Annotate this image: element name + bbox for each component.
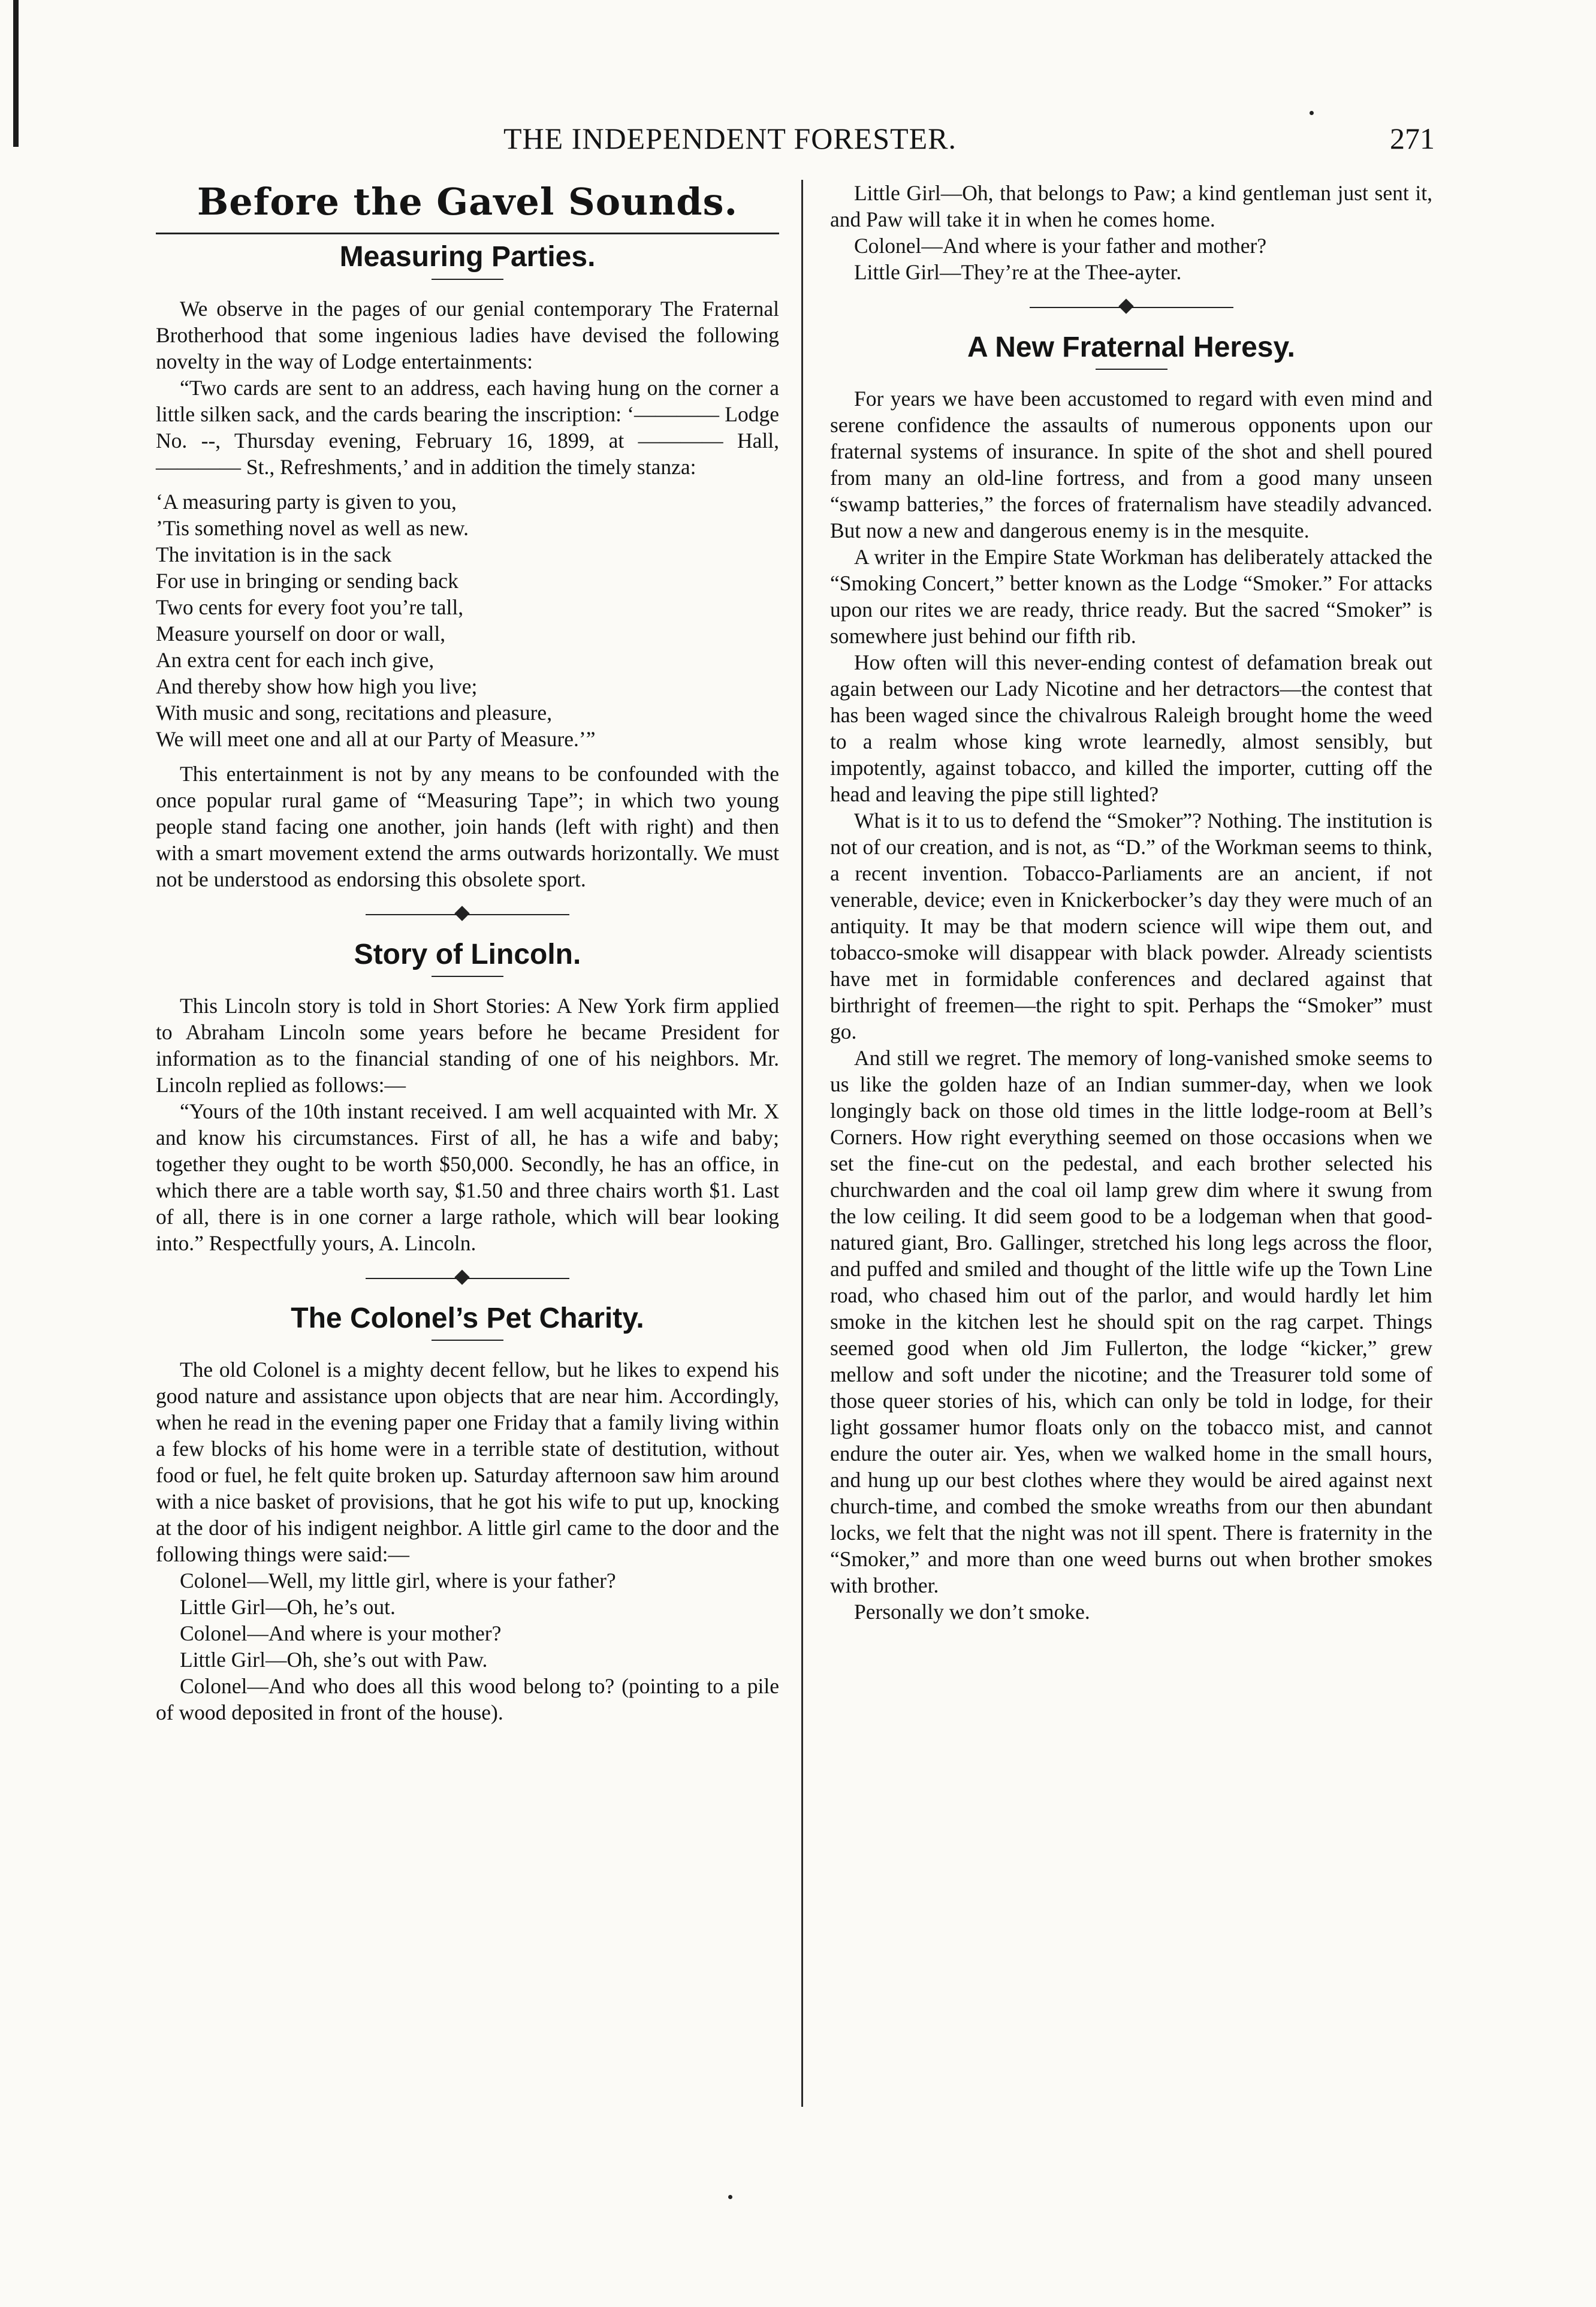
paragraph: Personally we don’t smoke. <box>854 1600 1090 1624</box>
title-underline <box>432 976 503 977</box>
specks <box>728 2195 732 2199</box>
poem-line: Measure yourself on door or wall, <box>156 621 446 646</box>
article-story-of-lincoln <box>156 938 779 1256</box>
paragraph: “Yours of the 10th instant received. I am well acquainted with Mr. X and know his circumstances. First of all, he has a wife and baby; together they ought to be worth $50,000. Secondly, he has an office, in which there are a table worth say, $1.50 and three chairs worth $1. Last of all, there is in one corner a large rathole, which will bear looking into.” Respectfully yours, A. Lincoln. <box>156 1099 779 1255</box>
poem-line: For use in bringing or sending back <box>156 568 458 593</box>
dialogue-line: Little Girl—Oh, he’s out. <box>180 1594 396 1619</box>
paragraph: This Lincoln story is told in Short Stories: A New York firm applied to Abraham Lincoln some years before he became President for information as to the financial standing of one of his neighbors. Mr. Lincoln replied as follows:— <box>156 993 779 1097</box>
dialogue-line: Colonel—Well, my little girl, where is your father? <box>180 1568 616 1593</box>
section-ornament <box>1030 300 1233 315</box>
article-new-fraternal-heresy <box>830 331 1432 1625</box>
poem-line: ’Tis something novel as well as new. <box>156 515 469 540</box>
paragraph: This entertainment is not by any means to be confounded with the once popular rural game of “Measuring Tape”; in which two young people stand facing one another, join hands (left with right) and then with a smart movement extend the arms outwards horizontally. We must not be understood as endorsing this obsolete sport. <box>156 761 779 891</box>
dialogue-line: Colonel—And where is your father and mother? <box>854 234 1267 258</box>
paragraph: For years we have been accustomed to regard with even mind and serene confidence the assaults of numerous opponents upon our fraternal systems of insurance. In spite of the shot and shell poured from many an old-line fortress, and from a good many unseen “swamp batteries,” the forces of fraternalism have steadily advanced. But now a new and dangerous enemy is in the mesquite. <box>830 387 1432 543</box>
article-measuring-parties <box>156 240 779 892</box>
left-column <box>156 180 779 1726</box>
dialogue-line: Little Girl—Oh, that belongs to Paw; a kind gentleman just sent it, and Paw will take it in when he comes home. <box>830 181 1432 231</box>
running-head: THE INDEPENDENT FORESTER. <box>503 122 957 155</box>
section-ornament <box>366 907 569 922</box>
article-title: Story of Lincoln. <box>354 938 581 970</box>
dialogue-line: Colonel—And who does all this wood belong to? (pointing to a pile of wood deposited in front of the house). <box>156 1673 779 1724</box>
column-divider <box>801 180 803 2107</box>
dialogue-line: Little Girl—They’re at the Thee-ayter. <box>854 260 1182 284</box>
paragraph: A writer in the Empire State Workman has deliberately attacked the “Smoking Concert,” better known as the Lodge “Smoker.” For attacks upon our rites we are ready, thrice ready. But the sacred “Smoker” is somewhere just behind our fifth rib. <box>830 545 1432 649</box>
paragraph: And still we regret. The memory of long-vanished smoke seems to us like the golden haze of an Indian summer-day, when we look longingly back on those old times in the little lodge-room at Bell’s Corners. How right everything seemed on those occasions when we set the fine-cut on the pedestal, and each brother selected his churchwarden and the coal oil lamp grew dim where it swung from the low ceiling. It did seem good to be a lodgeman when that good-natured giant, Bro. Gallinger, stretched his long legs across the floor, and puffed and smiled and thought of the little wife up the Town Line road, who chased him out of the parlor, and would hardly let him smoke in the kitchen lest he should spit on the rag carpet. Things seemed good when old Jim Fullerton, the lodge “kicker,” grew mellow and soft under the nicotine; and the Treasurer told some of those queer stories of his, which can only be told in lodge, for their light gossamer humor floats only on the tobacco mist, and cannot endure the outer air. Yes, when we walked home in the small hours, and hung up our best clothes where they would be aired against next church-time, and combed the smoke wreaths from our then abundant locks, we felt that the night was not ill spent. There is fraternity in the “Smoker,” and more than one weed burns out when brother smokes with brother. <box>830 1046 1432 1598</box>
article-title: The Colonel’s Pet Charity. <box>291 1302 644 1334</box>
paragraph: The old Colonel is a mighty decent fellow, but he likes to expend his good nature and assistance upon objects that are near him. Accordingly, when he read in the evening paper one Friday that a family living within a few blocks of his home were in a terrible state of destitution, without food or fuel, he felt quite broken up. Saturday afternoon saw him around with a nice basket of provisions, that he got his wife to put up, knocking at the door of his indigent neighbor. A little girl came to the door and the following things were said:— <box>156 1357 779 1566</box>
title-underline <box>1096 369 1167 370</box>
right-column <box>830 180 1432 1625</box>
page-number: 271 <box>1390 122 1435 155</box>
paragraph: We observe in the pages of our genial contemporary The Fraternal Brotherhood that some ingenious ladies have devised the following novelty in the way of Lodge entertainments: <box>156 296 779 373</box>
binding-edge <box>13 0 19 147</box>
specks <box>1310 111 1314 115</box>
masthead-rule <box>156 233 779 234</box>
poem-line: The invitation is in the sack <box>156 542 392 566</box>
masthead-title: Before the Gavel Sounds. <box>197 180 738 224</box>
section-ornament <box>366 1271 569 1286</box>
poem-line: ‘A measuring party is given to you, <box>156 489 457 514</box>
paragraph: “Two cards are sent to an address, each having hung on the corner a little silken sack, and the cards bearing the inscription: ‘———— Lodge No. --, Thursday evening, February 16, 1899, at ———— Hall, ———— St., Refreshments,’ and in addition the timely stanza: <box>156 375 779 479</box>
page-header <box>156 119 1435 179</box>
poem-line: Two cents for every foot you’re tall, <box>156 595 464 619</box>
poem-line: And thereby show how high you live; <box>156 674 478 698</box>
title-underline <box>432 279 503 280</box>
poem-line: We will meet one and all at our Party of Measure.’” <box>156 726 596 751</box>
poem-line: With music and song, recitations and pleasure, <box>156 700 553 725</box>
article-title: A New Fraternal Heresy. <box>967 331 1295 363</box>
title-underline <box>432 1340 503 1341</box>
dialogue-line: Colonel—And where is your mother? <box>180 1621 502 1645</box>
poem <box>156 488 779 752</box>
paragraph: How often will this never-ending contest of defamation break out again between our Lady Nicotine and her detractors—the contest that has been waged since the chivalrous Raleigh brought home the weed to a realm whose king wrote learnedly, almost sensibly, but impotently, against tobacco, and killed the importer, cutting off the head and leaving the pipe still lighted? <box>830 650 1432 807</box>
dialogue-line: Little Girl—Oh, she’s out with Paw. <box>180 1647 488 1672</box>
article-colonels-pet-charity-continued <box>830 180 1432 285</box>
poem-line: An extra cent for each inch give, <box>156 647 435 672</box>
article-title: Measuring Parties. <box>339 241 596 273</box>
article-colonels-pet-charity <box>156 1302 779 1726</box>
paragraph: What is it to us to defend the “Smoker”? Nothing. The institution is not of our creation, and is not, as “D.” of the Workman seems to think, a recent invention. Tobacco-Parliaments are an ancient, if not venerable, device; even in Knickerbocker’s day they were much of an antiquity. It may be that modern science will wipe them out, and tobacco-smoke will disappear with black powder. Already scientists have met in formidable conferences and declared against that birthright of freemen—the right to spit. Perhaps the “Smoker” must go. <box>830 809 1432 1044</box>
